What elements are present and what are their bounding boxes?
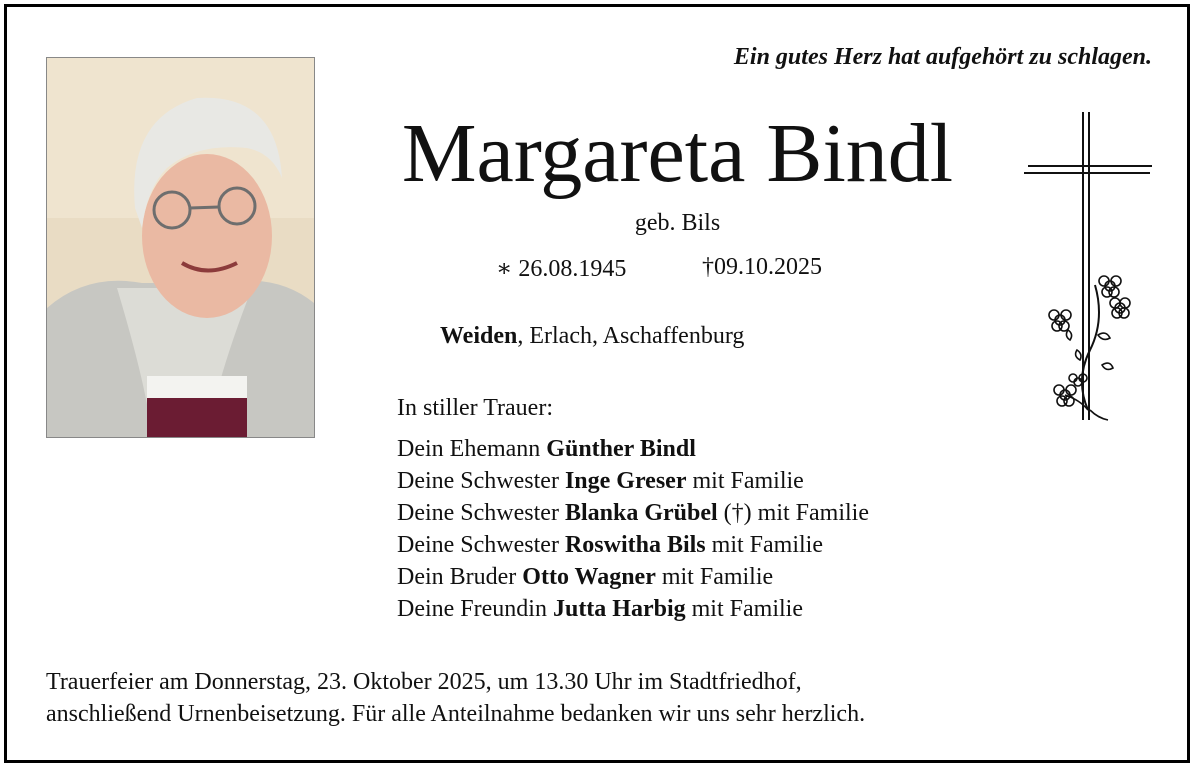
service-line-1: Trauerfeier am Donnerstag, 23. Oktober 2025, um 13.30 Uhr im Stadtfriedhof, xyxy=(46,669,802,695)
mourner-note: mit Familie xyxy=(705,532,823,558)
death-symbol: † xyxy=(702,254,714,280)
mourner-row xyxy=(397,593,869,625)
cross-with-flowers-icon xyxy=(1020,110,1160,430)
mourner-relation: Dein Bruder xyxy=(397,564,523,590)
mourner-relation: Dein Ehemann xyxy=(397,436,547,462)
birth-date xyxy=(496,254,626,283)
mourner-name: Blanka Grübel xyxy=(564,500,718,526)
mourner-row xyxy=(397,465,869,497)
mourner-note: (†) mit Familie xyxy=(717,500,869,526)
mourner-row xyxy=(397,433,869,465)
mourners-list xyxy=(397,433,869,625)
mourner-name: Jutta Harbig xyxy=(552,596,686,622)
mourner-name: Inge Greser xyxy=(564,468,687,494)
death-date-value: 09.10.2025 xyxy=(714,254,822,280)
mourner-relation: Deine Schwester xyxy=(397,468,565,494)
mourner-row xyxy=(397,561,869,593)
mourner-note: mit Familie xyxy=(685,596,803,622)
born-name: geb. Bils xyxy=(634,210,721,236)
mourner-relation: Deine Freundin xyxy=(397,596,553,622)
service-details xyxy=(46,666,865,730)
portrait-photo xyxy=(46,57,315,438)
mourner-row xyxy=(397,529,869,561)
service-line-2: anschließend Urnenbeisetzung. Für alle Anteilnahme bedanken wir uns sehr herzlich. xyxy=(46,701,866,727)
mourner-note: mit Familie xyxy=(655,564,774,590)
mourner-relation: Deine Schwester xyxy=(397,532,565,558)
birth-date-value: 26.08.1945 xyxy=(518,256,627,282)
mourner-name: Roswitha Bils xyxy=(564,532,706,558)
mourner-note: mit Familie xyxy=(686,468,804,494)
birth-symbol: ∗ xyxy=(496,256,513,282)
motto: Ein gutes Herz hat aufgehört zu schlagen. xyxy=(733,44,1152,70)
place-primary: Weiden xyxy=(440,323,518,349)
mourning-heading: In stiller Trauer: xyxy=(397,395,553,421)
place-others: , Erlach, Aschaffenburg xyxy=(517,323,745,349)
mourner-name: Otto Wagner xyxy=(522,564,656,590)
places xyxy=(440,323,744,350)
mourner-relation: Deine Schwester xyxy=(397,500,565,526)
deceased-name: Margareta Bindl xyxy=(401,107,954,200)
death-date xyxy=(702,254,822,281)
mourner-name: Günther Bindl xyxy=(546,436,696,462)
mourner-row xyxy=(397,497,869,529)
